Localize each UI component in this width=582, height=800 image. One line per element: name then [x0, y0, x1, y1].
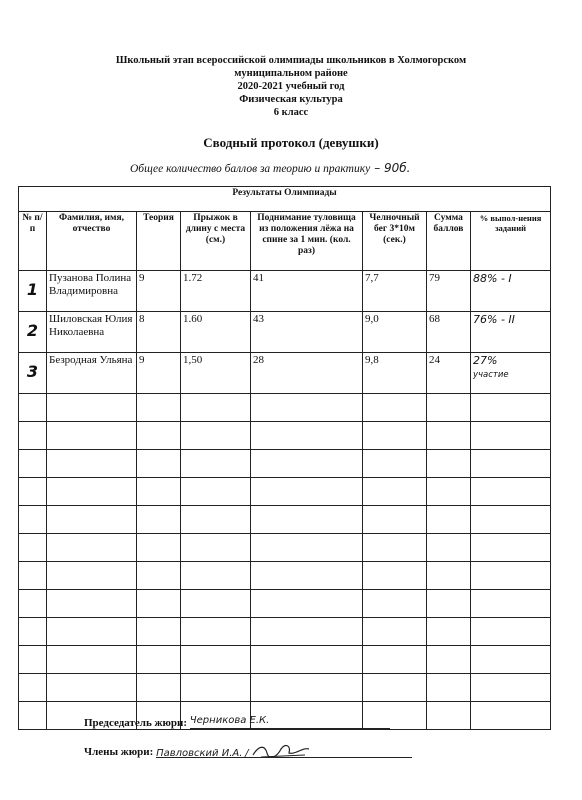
row-number: 1 [26, 280, 39, 299]
row-situps: 41 [251, 271, 363, 312]
col-situps: Поднимание туловища из положения лёжа на спине за 1 мин. (кол. раз) [251, 212, 363, 271]
col-pct: % выпол-нения заданий [471, 212, 551, 271]
header-line-1: Школьный этап всероссийской олимпиады школьников в Холмогорском [115, 55, 467, 66]
row-jump: 1.60 [181, 312, 251, 353]
row-name: Пузанова Полина Владимировна [47, 271, 137, 312]
header-line-3: 2020-2021 учебный год [237, 81, 345, 92]
empty-row [19, 534, 551, 562]
empty-row [19, 618, 551, 646]
row-theory: 9 [137, 353, 181, 394]
row-theory: 9 [137, 271, 181, 312]
chair-handwritten-name: Черникова Е.К. [189, 715, 270, 726]
empty-row [19, 646, 551, 674]
row-pct-note: участие [473, 370, 509, 380]
document-title: Сводный протокол (девушки) [203, 135, 379, 150]
row-shuttle: 7,7 [363, 271, 427, 312]
chair-label: Председатель жюри: [84, 717, 188, 729]
header-line-5: 6 класс [273, 107, 309, 118]
row-theory: 8 [137, 312, 181, 353]
empty-row [19, 506, 551, 534]
col-num: № п/п [19, 212, 47, 271]
col-jump: Прыжок в длину с места (см.) [181, 212, 251, 271]
results-header: Результаты Олимпиады [19, 187, 551, 212]
members-label: Члены жюри: [84, 746, 154, 758]
empty-row [19, 450, 551, 478]
row-name: Безродная Ульяна [47, 353, 137, 394]
members-separator: / [245, 748, 249, 759]
table-row [19, 312, 551, 353]
row-situps: 43 [251, 312, 363, 353]
row-pct: 27% [473, 354, 498, 367]
total-points-handwritten: – 90б. [374, 161, 411, 175]
row-pct: 88% - I [473, 272, 512, 285]
empty-row [19, 422, 551, 450]
row-sum: 68 [427, 312, 471, 353]
document-header [0, 54, 582, 119]
row-pct: 76% - II [473, 313, 515, 326]
col-shuttle: Челночный бег 3*10м (сек.) [363, 212, 427, 271]
row-jump: 1,50 [181, 353, 251, 394]
col-theory: Теория [137, 212, 181, 271]
row-jump: 1.72 [181, 271, 251, 312]
header-line-4: Физическая культура [239, 94, 343, 105]
col-sum: Сумма баллов [427, 212, 471, 271]
members-signature-line [84, 743, 412, 758]
row-shuttle: 9,0 [363, 312, 427, 353]
row-situps: 28 [251, 353, 363, 394]
results-table [18, 186, 551, 730]
header-line-2: муниципальном районе [234, 68, 348, 79]
row-number: 2 [26, 321, 39, 340]
empty-row [19, 562, 551, 590]
table-row [19, 353, 551, 394]
empty-row [19, 394, 551, 422]
members-handwritten-name: Павловский И.А. [156, 748, 243, 759]
row-shuttle: 9,8 [363, 353, 427, 394]
row-number: 3 [26, 362, 39, 381]
empty-row [19, 674, 551, 702]
total-points-line [130, 161, 570, 175]
chair-signature-line [84, 714, 390, 729]
empty-row [19, 590, 551, 618]
row-name: Шиловская Юлия Николаевна [47, 312, 137, 353]
table-row [19, 271, 551, 312]
row-sum: 24 [427, 353, 471, 394]
row-sum: 79 [427, 271, 471, 312]
col-name: Фамилия, имя, отчество [47, 212, 137, 271]
signature-scribble [251, 743, 311, 759]
empty-row [19, 478, 551, 506]
total-points-label: Общее количество баллов за теорию и практику [130, 163, 371, 175]
